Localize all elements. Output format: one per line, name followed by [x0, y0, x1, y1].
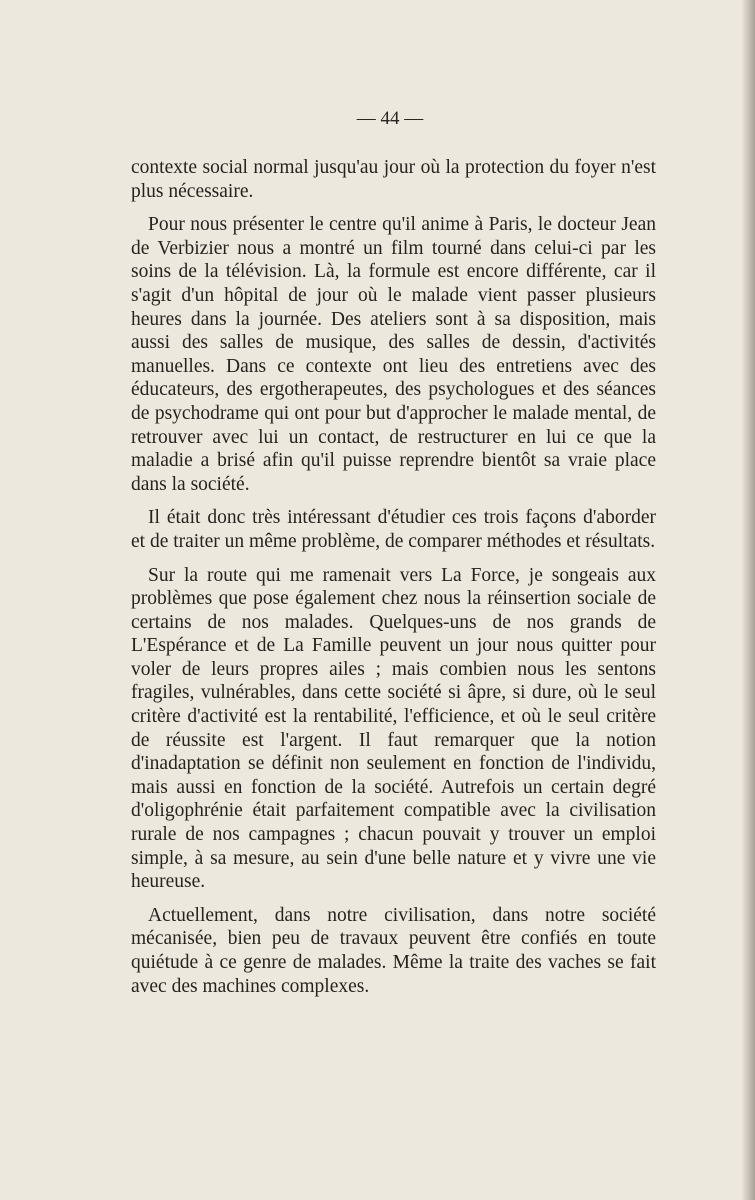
paragraph-3: Il était donc très intéressant d'étudier ces trois façons d'aborder et de traiter un même problème, de comparer méthodes et résultats.: [131, 507, 656, 552]
page-number: — 44 —: [356, 108, 424, 129]
page-edge-shadow: [741, 0, 755, 1200]
paragraph-2: Pour nous présenter le centre qu'il anime à Paris, le docteur Jean de Verbizier nous a montré un film tourné dans celui-ci par les soins de la télévision. Là, la formule est encore différente, car il s'agit d'un hôpital de jour où le malade vient passer plusieurs heures dans la journée. Des ateliers sont à sa disposition, mais aussi des salles de musique, des salles de dessin, d'activités manuelles. Dans ce contexte ont lieu des entretiens avec des éducateurs, des ergotherapeutes, des psychologues et des séances de psychodrame qui ont pour but d'approcher le malade mental, de retrouver avec lui un contact, de restructurer en lui ce que la maladie a brisé afin qu'il puisse reprendre bientôt sa vraie place dans la société.: [131, 214, 656, 495]
paragraph-5: Actuellement, dans notre civilisation, dans notre société mécanisée, bien peu de travaux peuvent être confiés en toute quiétude à ce genre de malades. Même la traite des vaches se fait avec des machines complexes.: [131, 904, 656, 997]
paragraph-1: contexte social normal jusqu'au jour où la protection du foyer n'est plus nécessaire.: [131, 157, 656, 202]
body-text: [131, 156, 656, 1008]
paragraph-4: Sur la route qui me ramenait vers La Force, je songeais aux problèmes que pose également chez nous la réinsertion sociale de certains de nos malades. Quelques-uns de nos grands de L'Espérance et de La Famille peuvent un jour nous quitter pour voler de leurs propres ailes ; mais combien nous les sentons fragiles, vulnérables, dans cette société si âpre, si dure, où le seul critère d'activité est la rentabilité, l'efficience, et où le seul critère de réussite est l'argent. Il faut remarquer que la notion d'inadaptation se définit non seulement en fonction de l'individu, mais aussi en fonction de la société. Autrefois un certain degré d'oligophrénie était parfaitement compatible avec la civilisation rurale de nos campagnes ; chacun pouvait y trouver un emploi simple, à sa mesure, au sein d'une belle nature et y vivre une vie heureuse.: [131, 564, 656, 893]
